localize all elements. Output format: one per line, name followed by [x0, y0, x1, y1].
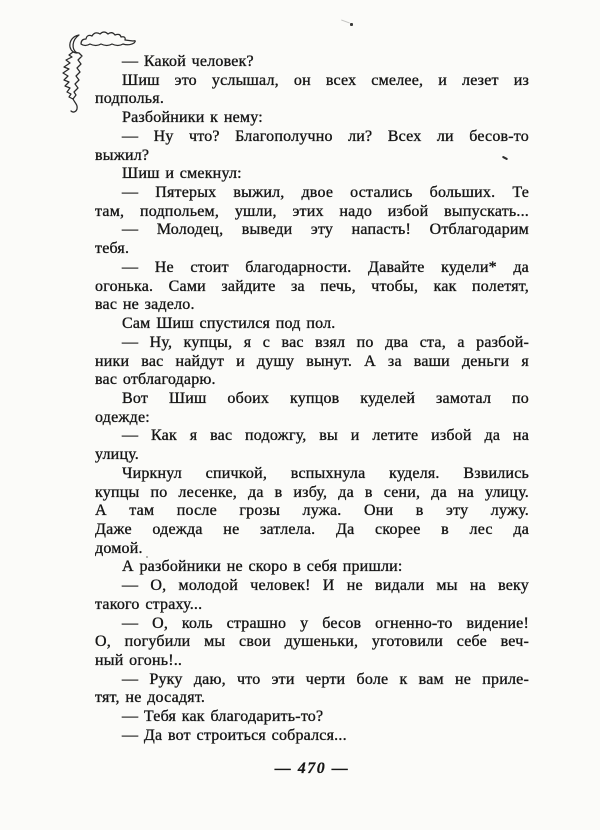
text-line: — Ну, купцы, я с вас взял по два ста, а разбой-	[122, 333, 529, 351]
text-line: Разбойники к нему:	[122, 109, 263, 127]
text-line: улицу.	[95, 446, 140, 464]
text-line: — Не стоит благодарности. Давайте кудели* да	[122, 258, 529, 276]
text-line: О, погубили мы свои душеньки, уготовили себе веч-	[95, 633, 529, 651]
text-line: — Ну что? Благополучно ли? Всех ли бесов-то	[122, 127, 529, 145]
text-line: ники вас найдут и душу вынут. А за ваши деньги я	[95, 352, 529, 370]
text-line: огонька. Сами зайдите за печь, чтобы, как полетят,	[95, 277, 529, 295]
text-line: — Какой человек?	[122, 53, 254, 70]
text-line: — Да вот строиться собрался...	[122, 726, 347, 744]
text-line: тят, не досадят.	[95, 689, 206, 707]
text-line: Даже одежда не затлела. Да скорее в лес да	[95, 520, 529, 538]
text-line: подполья.	[95, 90, 165, 108]
text-line: купцы по лесенке, да в избу, да в сени, да на улицу.	[95, 483, 529, 501]
jagged-leaf-icon	[63, 52, 82, 99]
scan-speck	[350, 23, 353, 26]
text-line: Шиш это услышал, он всех смелее, и лезет из	[122, 71, 529, 89]
text-line: одежде:	[95, 408, 150, 426]
text-line: — Как я вас подожгу, вы и летите избой да на	[122, 427, 529, 445]
text-line: домой.	[95, 539, 143, 557]
text-line: тебя.	[95, 240, 130, 258]
text-line: вас отблагодарю.	[95, 371, 216, 389]
text-line: — О, молодой человек! И не видали мы на веку	[122, 577, 529, 595]
text-line: такого страху...	[95, 595, 203, 613]
text-line: — О, коль страшно у бесов огненно-то видение!	[122, 614, 529, 632]
text-line: там, подпольем, ушли, этих надо избой выпускать...	[95, 202, 529, 220]
text-line: — Тебя как благодарить-то?	[122, 708, 324, 726]
page-number: — 470 —	[274, 760, 350, 777]
text-line: Чиркнул спичкой, вспыхнула куделя. Взвились	[122, 464, 529, 482]
text-line: Сам Шиш спустился под пол.	[122, 315, 336, 333]
text-line: — Пятерых выжил, двое остались больших. Те	[122, 184, 529, 202]
text-line: А там после грозы лужа. Они в эту лужу.	[95, 502, 529, 520]
text-line: — Молодец, выведи эту напасть! Отблагодарим	[122, 221, 529, 239]
text-line: Вот Шиш обоих купцов куделей замотал по	[122, 389, 529, 407]
text-line: А разбойники не скоро в себя пришли:	[122, 558, 403, 576]
scan-speck	[341, 19, 350, 23]
text-line: вас не задело.	[95, 296, 195, 314]
crescent-moon-icon	[70, 35, 79, 53]
text-line: ный огонь!..	[95, 652, 183, 669]
text-block	[95, 53, 529, 746]
text-line: выжил?	[95, 146, 150, 164]
leaf-stem-icon	[71, 99, 77, 112]
text-line: Шиш и смекнул:	[122, 165, 242, 183]
cloud-icon	[81, 32, 135, 46]
text-line: — Руку даю, что эти черти боле к вам не приле-	[122, 670, 529, 688]
